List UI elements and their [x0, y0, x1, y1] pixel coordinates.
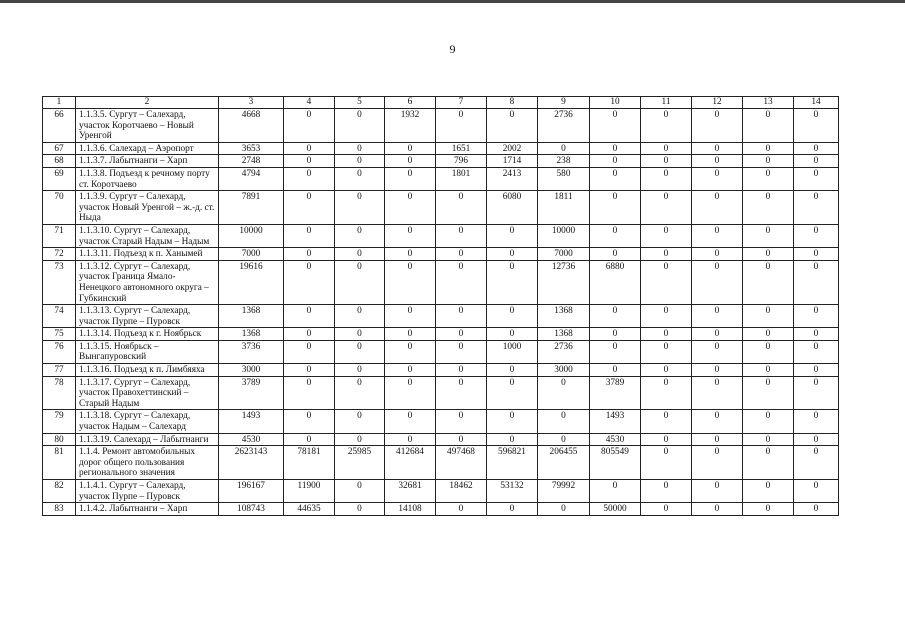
value-cell: 0: [794, 109, 839, 143]
value-cell: 3000: [219, 364, 284, 377]
value-cell: 0: [641, 328, 692, 341]
value-cell: 0: [487, 376, 538, 410]
value-cell: 196167: [219, 480, 284, 503]
value-cell: 0: [743, 109, 794, 143]
value-cell: 0: [385, 260, 436, 304]
value-cell: 12736: [538, 260, 590, 304]
value-cell: 0: [487, 109, 538, 143]
value-cell: 0: [436, 109, 487, 143]
value-cell: 1368: [219, 328, 284, 341]
header-row: [43, 97, 839, 109]
value-cell: 0: [538, 433, 590, 446]
value-cell: 0: [692, 328, 743, 341]
value-cell: 0: [436, 305, 487, 328]
value-cell: 0: [743, 191, 794, 225]
value-cell: 0: [335, 503, 385, 516]
value-cell: 0: [436, 410, 487, 433]
value-cell: 78181: [284, 446, 335, 480]
table-row: [43, 410, 839, 433]
value-cell: 2736: [538, 340, 590, 363]
table-row: [43, 260, 839, 304]
value-cell: 0: [743, 248, 794, 261]
value-cell: 0: [794, 260, 839, 304]
value-cell: 0: [743, 410, 794, 433]
row-number-cell: 77: [43, 364, 76, 377]
table-row: [43, 433, 839, 446]
value-cell: 6080: [487, 191, 538, 225]
value-cell: 4794: [219, 167, 284, 190]
row-number-cell: 66: [43, 109, 76, 143]
value-cell: 0: [743, 364, 794, 377]
value-cell: 0: [385, 155, 436, 168]
value-cell: 0: [284, 142, 335, 155]
value-cell: 0: [335, 410, 385, 433]
value-cell: 0: [487, 410, 538, 433]
value-cell: 0: [692, 376, 743, 410]
value-cell: 7000: [219, 248, 284, 261]
value-cell: 0: [538, 142, 590, 155]
value-cell: 0: [641, 109, 692, 143]
column-header-3: 3: [219, 97, 284, 109]
value-cell: 4530: [219, 433, 284, 446]
item-name-cell: 1.1.3.11. Подъезд к п. Ханымей: [76, 248, 219, 261]
row-number-cell: 69: [43, 167, 76, 190]
table-row: [43, 248, 839, 261]
value-cell: 0: [641, 191, 692, 225]
value-cell: 0: [692, 410, 743, 433]
value-cell: 6880: [590, 260, 641, 304]
value-cell: 0: [692, 340, 743, 363]
value-cell: 0: [692, 248, 743, 261]
value-cell: 1493: [219, 410, 284, 433]
row-number-cell: 72: [43, 248, 76, 261]
value-cell: 497468: [436, 446, 487, 480]
value-cell: 0: [692, 224, 743, 247]
value-cell: 0: [794, 305, 839, 328]
column-header-14: 14: [794, 97, 839, 109]
value-cell: 0: [284, 410, 335, 433]
value-cell: 50000: [590, 503, 641, 516]
value-cell: 3000: [538, 364, 590, 377]
value-cell: 0: [487, 503, 538, 516]
value-cell: 0: [385, 142, 436, 155]
value-cell: 14108: [385, 503, 436, 516]
value-cell: 0: [284, 433, 335, 446]
value-cell: 0: [641, 410, 692, 433]
row-number-cell: 67: [43, 142, 76, 155]
value-cell: 0: [743, 446, 794, 480]
value-cell: 0: [641, 446, 692, 480]
column-header-9: 9: [538, 97, 590, 109]
table-row: [43, 364, 839, 377]
value-cell: 2736: [538, 109, 590, 143]
value-cell: 0: [590, 480, 641, 503]
item-name-cell: 1.1.3.7. Лабытнанги – Харп: [76, 155, 219, 168]
value-cell: 7891: [219, 191, 284, 225]
value-cell: 0: [641, 248, 692, 261]
value-cell: 0: [385, 305, 436, 328]
value-cell: 0: [284, 376, 335, 410]
value-cell: 0: [487, 260, 538, 304]
value-cell: 0: [436, 260, 487, 304]
value-cell: 0: [590, 191, 641, 225]
value-cell: 0: [641, 167, 692, 190]
value-cell: 0: [385, 376, 436, 410]
data-table: [42, 96, 839, 516]
value-cell: 0: [385, 364, 436, 377]
value-cell: 3653: [219, 142, 284, 155]
value-cell: 0: [641, 305, 692, 328]
column-header-7: 7: [436, 97, 487, 109]
value-cell: 4530: [590, 433, 641, 446]
value-cell: 1368: [219, 305, 284, 328]
item-name-cell: 1.1.3.6. Салехард – Аэропорт: [76, 142, 219, 155]
item-name-cell: 1.1.4. Ремонт автомобильных дорог общего пользования регионального значения: [76, 446, 219, 480]
value-cell: 0: [385, 191, 436, 225]
value-cell: 0: [385, 410, 436, 433]
value-cell: 0: [385, 224, 436, 247]
value-cell: 0: [590, 224, 641, 247]
row-number-cell: 68: [43, 155, 76, 168]
value-cell: 0: [743, 260, 794, 304]
item-name-cell: 1.1.4.1. Сургут – Салехард, участок Пурпе – Пуровск: [76, 480, 219, 503]
column-header-8: 8: [487, 97, 538, 109]
item-name-cell: 1.1.3.16. Подъезд к п. Лимбяяха: [76, 364, 219, 377]
column-header-5: 5: [335, 97, 385, 109]
value-cell: 1932: [385, 109, 436, 143]
value-cell: 0: [794, 191, 839, 225]
value-cell: 0: [794, 248, 839, 261]
value-cell: 0: [794, 410, 839, 433]
value-cell: 0: [335, 340, 385, 363]
item-name-cell: 1.1.3.12. Сургут – Салехард, участок Граница Ямало-Ненецкого автономного округа – Губкинский: [76, 260, 219, 304]
value-cell: 0: [794, 364, 839, 377]
value-cell: 796: [436, 155, 487, 168]
value-cell: 79992: [538, 480, 590, 503]
value-cell: 0: [743, 340, 794, 363]
row-number-cell: 74: [43, 305, 76, 328]
row-number-cell: 73: [43, 260, 76, 304]
value-cell: 0: [335, 376, 385, 410]
value-cell: 2623143: [219, 446, 284, 480]
value-cell: 0: [335, 109, 385, 143]
value-cell: 7000: [538, 248, 590, 261]
table-row: [43, 503, 839, 516]
value-cell: 0: [335, 191, 385, 225]
value-cell: 0: [743, 224, 794, 247]
item-name-cell: 1.1.3.10. Сургут – Салехард, участок Старый Надым – Надым: [76, 224, 219, 247]
row-number-cell: 71: [43, 224, 76, 247]
value-cell: 0: [487, 433, 538, 446]
value-cell: 0: [743, 167, 794, 190]
value-cell: 0: [487, 248, 538, 261]
value-cell: 32681: [385, 480, 436, 503]
column-header-11: 11: [641, 97, 692, 109]
table-row: [43, 480, 839, 503]
item-name-cell: 1.1.3.8. Подъезд к речному порту ст. Коротчаево: [76, 167, 219, 190]
value-cell: 0: [436, 191, 487, 225]
row-number-cell: 75: [43, 328, 76, 341]
value-cell: 0: [794, 224, 839, 247]
value-cell: 0: [590, 155, 641, 168]
value-cell: 0: [436, 328, 487, 341]
value-cell: 0: [641, 142, 692, 155]
value-cell: 3789: [219, 376, 284, 410]
value-cell: 0: [385, 167, 436, 190]
item-name-cell: 1.1.4.2. Лабытнанги – Харп: [76, 503, 219, 516]
value-cell: 0: [385, 433, 436, 446]
column-header-10: 10: [590, 97, 641, 109]
value-cell: 0: [590, 109, 641, 143]
value-cell: 0: [692, 142, 743, 155]
value-cell: 0: [692, 364, 743, 377]
value-cell: 0: [335, 167, 385, 190]
value-cell: 0: [641, 224, 692, 247]
item-name-cell: 1.1.3.9. Сургут – Салехард, участок Новый Уренгой – ж.-д. ст. Ныда: [76, 191, 219, 225]
value-cell: 0: [590, 305, 641, 328]
value-cell: 0: [743, 480, 794, 503]
column-header-1: 1: [43, 97, 76, 109]
value-cell: 0: [487, 328, 538, 341]
value-cell: 2002: [487, 142, 538, 155]
value-cell: 0: [794, 433, 839, 446]
value-cell: 0: [692, 503, 743, 516]
value-cell: 0: [284, 340, 335, 363]
value-cell: 0: [641, 480, 692, 503]
value-cell: 0: [794, 155, 839, 168]
value-cell: 18462: [436, 480, 487, 503]
item-name-cell: 1.1.3.13. Сургут – Салехард, участок Пурпе – Пуровск: [76, 305, 219, 328]
item-name-cell: 1.1.3.14. Подъезд к г. Ноябрьск: [76, 328, 219, 341]
value-cell: 10000: [219, 224, 284, 247]
row-number-cell: 78: [43, 376, 76, 410]
value-cell: 0: [794, 142, 839, 155]
table-row: [43, 446, 839, 480]
item-name-cell: 1.1.3.5. Сургут – Салехард, участок Коротчаево – Новый Уренгой: [76, 109, 219, 143]
value-cell: 0: [487, 224, 538, 247]
value-cell: 0: [590, 328, 641, 341]
value-cell: 0: [436, 224, 487, 247]
value-cell: 0: [335, 480, 385, 503]
value-cell: 1000: [487, 340, 538, 363]
table-row: [43, 191, 839, 225]
value-cell: 0: [284, 155, 335, 168]
value-cell: 0: [436, 364, 487, 377]
value-cell: 0: [436, 340, 487, 363]
value-cell: 0: [284, 305, 335, 328]
value-cell: 1801: [436, 167, 487, 190]
value-cell: 2748: [219, 155, 284, 168]
table-row: [43, 142, 839, 155]
value-cell: 0: [385, 340, 436, 363]
value-cell: 0: [385, 248, 436, 261]
value-cell: 1811: [538, 191, 590, 225]
value-cell: 44635: [284, 503, 335, 516]
value-cell: 0: [538, 410, 590, 433]
value-cell: 0: [284, 260, 335, 304]
value-cell: 0: [794, 503, 839, 516]
value-cell: 4668: [219, 109, 284, 143]
value-cell: 0: [335, 305, 385, 328]
value-cell: 0: [538, 503, 590, 516]
item-name-cell: 1.1.3.17. Сургут – Салехард, участок Правохеттинский – Старый Надым: [76, 376, 219, 410]
row-number-cell: 79: [43, 410, 76, 433]
value-cell: 0: [692, 480, 743, 503]
value-cell: 0: [335, 433, 385, 446]
value-cell: 206455: [538, 446, 590, 480]
value-cell: 0: [590, 364, 641, 377]
value-cell: 0: [743, 376, 794, 410]
value-cell: 0: [335, 328, 385, 341]
row-number-cell: 82: [43, 480, 76, 503]
value-cell: 596821: [487, 446, 538, 480]
value-cell: 0: [335, 364, 385, 377]
value-cell: 0: [692, 155, 743, 168]
value-cell: 0: [284, 364, 335, 377]
value-cell: 0: [284, 191, 335, 225]
row-number-cell: 76: [43, 340, 76, 363]
page-number: 9: [449, 42, 456, 56]
value-cell: 0: [487, 305, 538, 328]
value-cell: 0: [794, 376, 839, 410]
value-cell: 0: [284, 167, 335, 190]
value-cell: 0: [794, 328, 839, 341]
value-cell: 238: [538, 155, 590, 168]
row-number-cell: 81: [43, 446, 76, 480]
column-header-13: 13: [743, 97, 794, 109]
value-cell: 1368: [538, 305, 590, 328]
value-cell: 0: [590, 340, 641, 363]
table-row: [43, 340, 839, 363]
value-cell: 0: [487, 364, 538, 377]
value-cell: 1368: [538, 328, 590, 341]
table-row: [43, 305, 839, 328]
value-cell: 0: [590, 167, 641, 190]
value-cell: 0: [641, 340, 692, 363]
column-header-2: 2: [76, 97, 219, 109]
value-cell: 3789: [590, 376, 641, 410]
value-cell: 0: [743, 503, 794, 516]
value-cell: 0: [436, 376, 487, 410]
table-row: [43, 376, 839, 410]
value-cell: 0: [794, 480, 839, 503]
value-cell: 0: [284, 328, 335, 341]
value-cell: 580: [538, 167, 590, 190]
value-cell: 0: [284, 224, 335, 247]
value-cell: 412684: [385, 446, 436, 480]
value-cell: 0: [284, 109, 335, 143]
value-cell: 0: [641, 260, 692, 304]
value-cell: 0: [436, 433, 487, 446]
value-cell: 0: [641, 503, 692, 516]
table-row: [43, 328, 839, 341]
value-cell: 0: [335, 155, 385, 168]
value-cell: 3736: [219, 340, 284, 363]
value-cell: 0: [335, 142, 385, 155]
row-number-cell: 83: [43, 503, 76, 516]
value-cell: 0: [590, 142, 641, 155]
value-cell: 0: [436, 248, 487, 261]
table-row: [43, 224, 839, 247]
value-cell: 0: [385, 328, 436, 341]
column-header-6: 6: [385, 97, 436, 109]
value-cell: 11900: [284, 480, 335, 503]
table-body: [43, 109, 839, 516]
value-cell: 0: [794, 340, 839, 363]
value-cell: 0: [335, 248, 385, 261]
value-cell: 0: [335, 260, 385, 304]
value-cell: 0: [641, 376, 692, 410]
value-cell: 0: [743, 305, 794, 328]
value-cell: 0: [538, 376, 590, 410]
value-cell: 0: [794, 167, 839, 190]
value-cell: 25985: [335, 446, 385, 480]
value-cell: 0: [641, 155, 692, 168]
top-rule: [0, 0, 905, 3]
table-row: [43, 167, 839, 190]
column-header-12: 12: [692, 97, 743, 109]
item-name-cell: 1.1.3.15. Ноябрьск – Вынгапуровский: [76, 340, 219, 363]
value-cell: 2413: [487, 167, 538, 190]
row-number-cell: 70: [43, 191, 76, 225]
value-cell: 1493: [590, 410, 641, 433]
value-cell: 0: [692, 305, 743, 328]
value-cell: 0: [743, 433, 794, 446]
item-name-cell: 1.1.3.18. Сургут – Салехард, участок Надым – Салехард: [76, 410, 219, 433]
item-name-cell: 1.1.3.19. Салехард – Лабытнанги: [76, 433, 219, 446]
value-cell: 0: [641, 433, 692, 446]
value-cell: 1651: [436, 142, 487, 155]
value-cell: 0: [590, 248, 641, 261]
value-cell: 0: [692, 167, 743, 190]
value-cell: 0: [794, 446, 839, 480]
table-row: [43, 155, 839, 168]
value-cell: 0: [335, 224, 385, 247]
value-cell: 0: [692, 260, 743, 304]
row-number-cell: 80: [43, 433, 76, 446]
value-cell: 1714: [487, 155, 538, 168]
value-cell: 0: [743, 328, 794, 341]
value-cell: 0: [743, 142, 794, 155]
table-row: [43, 109, 839, 143]
column-header-4: 4: [284, 97, 335, 109]
value-cell: 0: [641, 364, 692, 377]
value-cell: 0: [692, 446, 743, 480]
value-cell: 0: [436, 503, 487, 516]
value-cell: 53132: [487, 480, 538, 503]
value-cell: 108743: [219, 503, 284, 516]
value-cell: 0: [692, 433, 743, 446]
value-cell: 0: [743, 155, 794, 168]
value-cell: 0: [692, 109, 743, 143]
value-cell: 19616: [219, 260, 284, 304]
value-cell: 0: [284, 248, 335, 261]
value-cell: 10000: [538, 224, 590, 247]
value-cell: 0: [692, 191, 743, 225]
value-cell: 805549: [590, 446, 641, 480]
